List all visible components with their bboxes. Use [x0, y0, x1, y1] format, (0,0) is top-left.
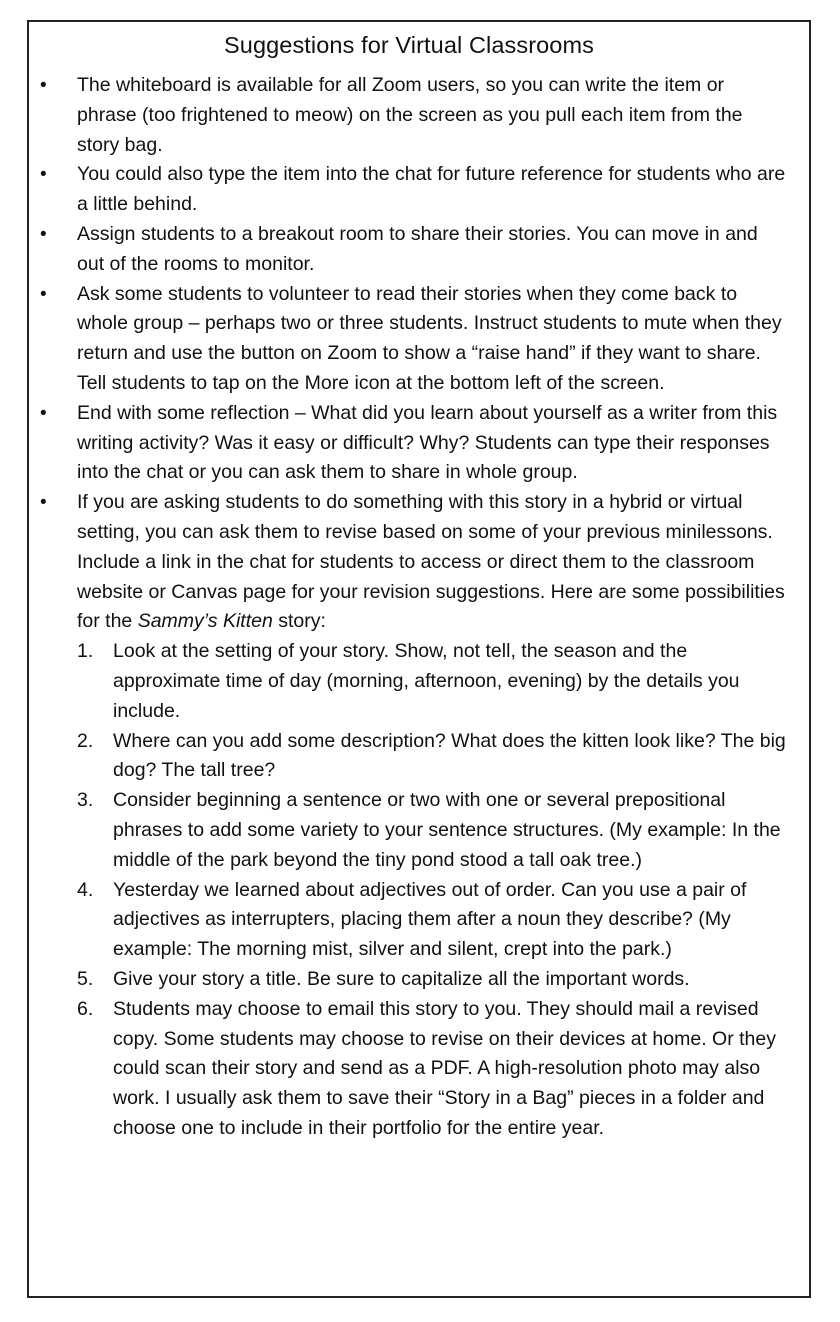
- item-number: 2.: [77, 729, 94, 752]
- list-item: [29, 280, 789, 399]
- numbered-list: [77, 637, 789, 1144]
- page-title: Suggestions for Virtual Classrooms: [224, 32, 594, 58]
- bullet-icon: •: [40, 492, 47, 514]
- list-item: [29, 160, 789, 220]
- bullet-icon: •: [40, 164, 47, 186]
- bullet-text: Ask some students to volunteer to read their stories when they come back to whole group – perhaps two or three students. Instruct students to mute when they return and use the button on Zoom to show a “raise hand” if they want to share. Tell students to tap on the More icon at the bottom left of the screen.: [77, 282, 782, 394]
- bullet-text: Assign students to a breakout room to share their stories. You can move in and out of the rooms to monitor.: [77, 222, 758, 275]
- document-frame: [27, 20, 811, 1298]
- bullet-icon: •: [40, 283, 47, 305]
- list-item: [29, 399, 789, 488]
- bullet-icon: •: [40, 223, 47, 245]
- bullet-text-start: If you are asking students to do something with this story in a hybrid or virtual setting, you can ask them to revise based on some of your previous minilessons. Include a link in the chat for students to access or direct them to the classroom website or Canvas page for your revision suggestions. Here are some possibilities for the: [77, 491, 785, 633]
- bullet-text: The whiteboard is available for all Zoom users, so you can write the item or phrase (too frightened to meow) on the screen as you pull each item from the story bag.: [77, 74, 743, 156]
- numbered-item-text: Consider beginning a sentence or two with one or several prepositional phrases to add some variety to your sentence structures. (My example: In the middle of the park beyond the tiny pond stood a tall oak tree.): [113, 789, 781, 871]
- bullet-text-end: story:: [272, 610, 326, 633]
- item-number: 5.: [77, 967, 94, 990]
- list-item: [29, 71, 789, 160]
- numbered-item: [77, 965, 789, 995]
- numbered-item: [77, 876, 789, 965]
- numbered-item-text: Give your story a title. Be sure to capitalize all the important words.: [113, 967, 690, 990]
- bullet-list: [29, 71, 789, 1144]
- bullet-text: [77, 491, 785, 632]
- item-number: 1.: [77, 640, 94, 663]
- list-item: [29, 220, 789, 280]
- bullet-icon: •: [40, 75, 47, 96]
- bullet-icon: •: [40, 402, 47, 424]
- item-number: 4.: [77, 878, 94, 901]
- item-number: 6.: [77, 997, 94, 1020]
- numbered-item-text: Look at the setting of your story. Show, not tell, the season and the approximate time of day (morning, afternoon, evening) by the details you include.: [113, 640, 740, 722]
- story-title-italic: Sammy’s Kitten: [137, 610, 273, 633]
- list-item: [29, 488, 789, 1144]
- item-number: 3.: [77, 789, 94, 812]
- bullet-text: End with some reflection – What did you learn about yourself as a writer from this writing activity? Was it easy or difficult? Why? Students can type their responses into the chat or you can ask them to share in whole group.: [77, 401, 778, 484]
- numbered-item: [77, 637, 789, 726]
- numbered-item: [77, 995, 789, 1144]
- numbered-item: [77, 786, 789, 875]
- bullet-text: You could also type the item into the chat for future reference for students who are a little behind.: [77, 163, 786, 216]
- numbered-item-text: Where can you add some description? What does the kitten look like? The big dog? The tall tree?: [113, 729, 786, 782]
- numbered-item-text: Students may choose to email this story to you. They should mail a revised copy. Some students may choose to revise on their devices at home. Or they could scan their story and send as a PDF. A high-resolution photo may also work. I usually ask them to save their “Story in a Bag” pieces in a folder and choose one to include in their portfolio for the entire year.: [113, 997, 776, 1139]
- numbered-item: [77, 727, 789, 787]
- numbered-item-text: Yesterday we learned about adjectives out of order. Can you use a pair of adjectives as interrupters, placing them after a noun they describe? (My example: The morning mist, silver and silent, crept into the park.): [113, 878, 747, 961]
